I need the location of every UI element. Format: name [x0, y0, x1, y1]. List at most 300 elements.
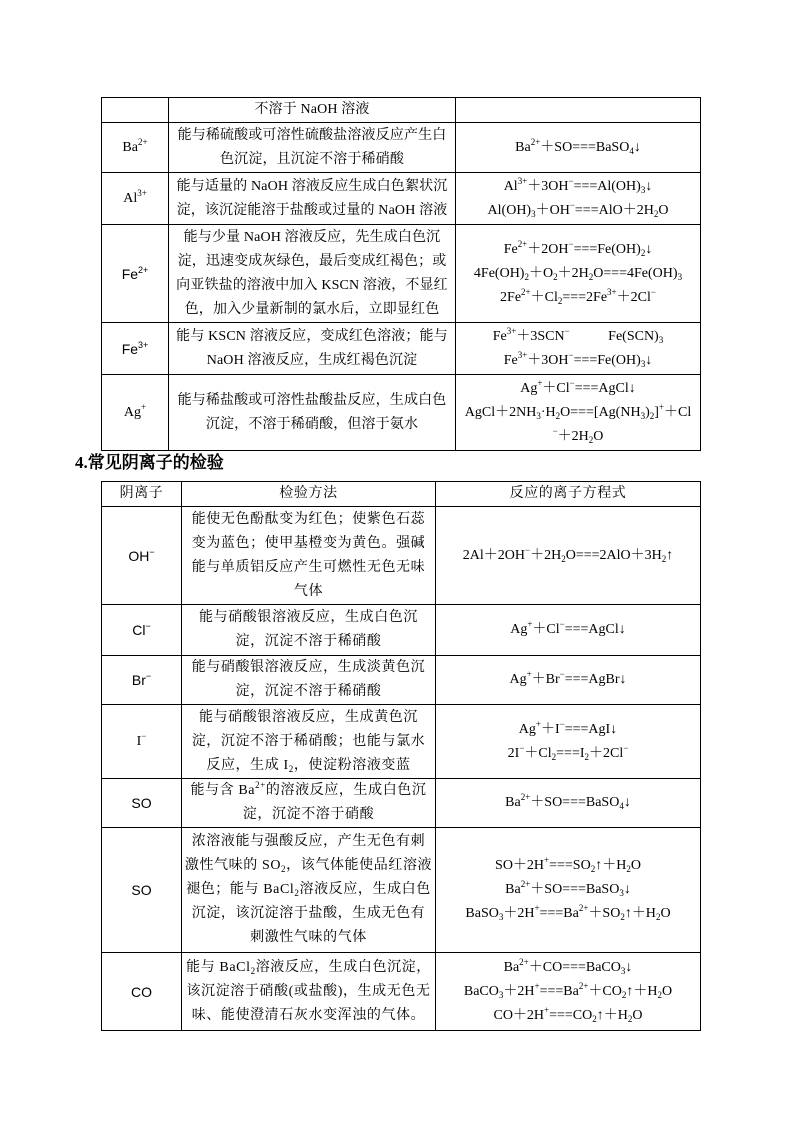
text-run: O	[661, 983, 673, 999]
table-row	[102, 828, 701, 953]
text-run: Ba	[122, 139, 138, 155]
method-line	[184, 606, 433, 630]
ion-cell	[102, 705, 182, 779]
subscript: 4	[619, 801, 624, 811]
text-run: ＋SO	[588, 906, 621, 921]
text-run: 2I	[507, 745, 520, 761]
text-run: SO	[131, 882, 152, 898]
subscript: 3	[498, 989, 504, 1000]
method-line	[171, 389, 453, 413]
header-test-method: 检验方法	[182, 482, 436, 507]
subscript: 4	[629, 145, 634, 156]
method-line	[171, 226, 453, 250]
text-run: 能与 BaCl	[186, 959, 251, 975]
superscript: −	[145, 671, 152, 681]
ion-cell	[102, 507, 182, 605]
superscript: 2+	[520, 879, 531, 889]
header-ionic-equation: 反应的离子方程式	[436, 482, 701, 507]
method-cell	[169, 123, 456, 173]
method-cell	[169, 375, 456, 451]
subscript: 2	[592, 1013, 597, 1024]
cation-table-body	[102, 98, 701, 451]
text-run: Ag	[510, 622, 528, 637]
subscript: 3	[498, 912, 504, 922]
table-row	[102, 779, 701, 828]
subscript: 2	[649, 410, 655, 421]
text-run: O	[660, 906, 671, 921]
subscript: 2	[584, 751, 590, 762]
method-line	[184, 706, 433, 730]
table-row	[102, 507, 701, 605]
text-run: ↑＋H	[626, 983, 658, 999]
superscript: −	[650, 286, 656, 297]
superscript: 3+	[607, 286, 617, 297]
method-cell	[169, 98, 456, 123]
method-line	[184, 830, 433, 854]
text-run: Br	[131, 672, 146, 688]
subscript: 2	[288, 763, 294, 774]
text-run: ===AgCl↓	[564, 622, 626, 637]
ion-cell	[102, 605, 182, 656]
subscript: 2	[555, 410, 561, 421]
text-run: 2Fe	[500, 289, 522, 305]
method-line	[184, 630, 433, 654]
superscript: −	[564, 325, 570, 336]
text-run: ↓	[633, 139, 641, 155]
subscript: 2	[657, 989, 662, 1000]
text-run: ＋3OH	[527, 352, 569, 368]
ion-label	[104, 401, 166, 425]
text-run: 2Al＋2OH	[462, 547, 525, 563]
superscript: −	[568, 349, 574, 360]
text-run: 4Fe(OH)	[473, 265, 525, 281]
equation-cell	[456, 173, 701, 225]
text-run: ＋Cl	[530, 289, 558, 305]
ion-label	[104, 668, 179, 692]
method-line	[171, 124, 453, 148]
method-line	[184, 803, 433, 827]
text-run: 变为蓝色；使甲基橙变为黄色。强碱	[191, 535, 426, 551]
text-run: 淀，沉淀不溶于稀硝酸；也能与氯水	[191, 733, 426, 749]
text-run: NaOH 溶液反应，生成红褐色沉淀	[206, 352, 418, 368]
subscript: 2	[250, 965, 256, 976]
method-line	[184, 854, 433, 878]
superscript: 3+	[138, 339, 149, 350]
text-run: 淀，沉淀不溶于稀硝酸	[235, 634, 382, 649]
text-run: )	[645, 404, 650, 420]
superscript: 2+	[137, 136, 148, 147]
text-run: ===AgCl↓	[574, 380, 636, 396]
text-run: Ag	[509, 672, 527, 687]
subscript: 2	[561, 553, 566, 564]
text-run: ＋Br	[531, 672, 560, 687]
text-run: 淀，沉淀不溶于稀硝酸	[235, 684, 382, 699]
text-run: CO	[131, 983, 152, 1000]
text-run: 色，加入少量新制的氯水后，立即显红色	[184, 301, 440, 317]
text-run: ＋2H	[557, 428, 589, 444]
equation-line	[458, 262, 698, 286]
superscript: +	[535, 718, 541, 729]
text-run: O===[Ag(NH	[560, 404, 641, 420]
method-cell	[182, 656, 436, 705]
text-run: ＋I	[540, 721, 560, 737]
ion-cell	[102, 779, 182, 828]
subscript: 2	[588, 434, 594, 445]
ion-cell	[102, 123, 169, 173]
superscript: 2+	[517, 238, 528, 249]
text-run: ＋SO===BaSO	[530, 882, 620, 897]
ion-cell	[102, 375, 169, 451]
text-run: ↑	[666, 547, 674, 563]
table-row	[102, 953, 701, 1031]
text-run: ＋Cl	[524, 745, 552, 761]
text-run: 溶液反应，生成白色	[299, 882, 431, 897]
text-run: AgCl＋2NH	[464, 404, 537, 420]
subscript: 3	[620, 965, 626, 976]
table-row	[102, 225, 701, 323]
equation-line	[458, 325, 698, 349]
superscript: −	[141, 730, 147, 741]
subscript: 2	[524, 271, 529, 282]
equation-line	[458, 349, 698, 373]
ion-label	[104, 618, 179, 642]
text-run: 淀，沉淀不溶于硝酸	[242, 807, 375, 822]
table-row	[102, 375, 701, 451]
subscript: 2	[620, 912, 625, 922]
subscript: 3	[536, 410, 541, 421]
text-run: CO＋2H	[493, 1007, 545, 1023]
text-run: O	[593, 428, 604, 444]
text-run: O	[658, 202, 669, 218]
equation-line	[438, 618, 698, 642]
superscript: 2+	[521, 286, 531, 297]
text-run: ＋CO	[588, 983, 622, 999]
method-cell	[169, 225, 456, 323]
text-run: Al(OH)	[487, 202, 532, 218]
text-run: ·H	[540, 404, 556, 420]
text-run: Ag	[520, 380, 538, 396]
subscript: 2	[653, 208, 659, 219]
method-line	[171, 148, 453, 172]
subscript: 2	[588, 271, 594, 282]
ion-cell	[102, 953, 182, 1031]
text-run: 能与硝酸银溶液反应，生成白色沉	[199, 610, 418, 625]
text-run: ↑＋H	[624, 906, 656, 921]
superscript: +	[658, 401, 664, 412]
text-run: 激性气味的 SO	[184, 858, 282, 873]
text-run: ===SO	[549, 858, 591, 873]
text-run: 溶液反应，生成白色沉淀，	[255, 959, 431, 975]
text-run: BaSO	[465, 906, 499, 921]
subscript: 2	[621, 989, 627, 1000]
method-line	[184, 532, 433, 556]
subscript: 3	[531, 208, 536, 219]
equation-cell	[456, 98, 701, 123]
subscript: 2	[551, 751, 557, 762]
ion-cell	[102, 323, 169, 375]
superscript: 2+	[255, 780, 266, 790]
equation-cell	[456, 123, 701, 173]
equation-line	[458, 425, 698, 449]
equation-line	[458, 175, 698, 199]
equation-cell	[436, 953, 701, 1031]
subscript: 2	[640, 247, 646, 258]
ion-label	[104, 878, 179, 902]
subscript: 3	[619, 888, 624, 898]
text-run: ＋2Cl	[589, 745, 624, 761]
text-run: 能与稀盐酸或可溶性盐酸盐反应，生成白色	[177, 392, 447, 408]
text-run: ＋2H	[557, 265, 589, 281]
equation-line	[438, 668, 698, 692]
subscript: 2	[661, 553, 667, 564]
text-run: 不溶于 NaOH 溶液	[254, 102, 370, 117]
superscript: 3+	[506, 325, 517, 336]
superscript: 3+	[517, 175, 528, 186]
ion-label	[104, 337, 166, 361]
text-run: ＋Cl	[532, 622, 560, 637]
equation-cell	[436, 705, 701, 779]
superscript: −	[568, 238, 574, 249]
text-run: 浓溶液能与强酸反应，产生无色有刺	[191, 834, 426, 849]
equation-line	[438, 1004, 698, 1028]
method-line	[184, 556, 433, 580]
text-run: 反应，生成 I	[206, 757, 289, 773]
method-line	[184, 508, 433, 532]
text-run: Fe	[503, 352, 518, 368]
text-run: Ag	[518, 721, 536, 737]
text-run: ＋2Cl	[616, 289, 651, 305]
text-run: Al	[503, 178, 518, 194]
superscript: −	[559, 669, 565, 679]
table-row	[102, 656, 701, 705]
method-line	[184, 580, 433, 604]
superscript: −	[569, 199, 575, 210]
text-run: ＋Cl	[542, 380, 570, 396]
text-run: O===4Fe(OH)	[593, 265, 678, 281]
text-run: 向亚铁盐的溶液中加入 KSCN 溶液，不显红	[176, 277, 448, 293]
ion-label	[104, 980, 179, 1004]
superscript: 2+	[138, 264, 149, 275]
ion-cell	[102, 225, 169, 323]
text-run: ↓	[623, 795, 631, 810]
text-run: 能与含 Ba	[190, 783, 256, 798]
text-run: ＋2H	[503, 906, 535, 921]
method-line	[171, 274, 453, 298]
method-line	[184, 926, 433, 950]
text-run: ＋Cl	[663, 404, 692, 420]
subscript: 2	[655, 912, 661, 922]
ion-label	[104, 136, 166, 160]
equation-line	[458, 286, 698, 310]
text-run: 能与硝酸银溶液反应，生成黄色沉	[199, 709, 418, 725]
superscript: −	[569, 377, 575, 388]
text-run: Fe(SCN)	[569, 328, 659, 344]
superscript: −	[568, 175, 574, 186]
method-cell	[182, 953, 436, 1031]
text-run: ↓	[625, 959, 633, 975]
method-line	[184, 878, 433, 902]
text-run: ===I	[556, 745, 585, 761]
text-run: 能与硝酸银溶液反应，生成淡黄色沉	[191, 660, 426, 675]
equation-cell	[436, 605, 701, 656]
text-run: 的溶液反应，生成白色沉	[265, 783, 427, 798]
ion-label	[104, 262, 166, 286]
superscript: 2+	[520, 792, 531, 802]
text-run: ===Ba	[539, 906, 579, 921]
text-run: Fe	[492, 328, 507, 344]
equation-line	[438, 902, 698, 926]
subscript: 3	[640, 358, 646, 369]
header-anion: 阴离子	[102, 482, 182, 507]
table-row	[102, 323, 701, 375]
text-run: Ba	[505, 882, 521, 897]
equation-line	[438, 854, 698, 878]
equation-line	[438, 742, 698, 766]
subscript: 2	[627, 1013, 633, 1024]
equation-line	[438, 956, 698, 980]
text-run: Ba	[515, 139, 531, 155]
method-line	[171, 413, 453, 437]
text-run: ＋3SCN	[516, 328, 565, 344]
text-run: ＋2OH	[527, 241, 569, 257]
text-run: 刺激性气味的气体	[250, 930, 367, 945]
ion-cell	[102, 98, 169, 123]
text-run: ===AgI↓	[564, 721, 618, 737]
anion-test-table	[101, 481, 701, 1031]
text-run: SO＋2H	[495, 858, 545, 873]
table-row	[102, 705, 701, 779]
ion-cell	[102, 656, 182, 705]
superscript: +	[534, 980, 540, 991]
ion-cell	[102, 173, 169, 225]
text-run: OH	[128, 547, 150, 564]
ion-label	[104, 730, 179, 754]
equation-line	[438, 980, 698, 1004]
text-run: O===2AlO＋3H	[565, 547, 662, 563]
text-run: ↓	[645, 352, 653, 368]
method-cell	[182, 705, 436, 779]
text-run: 气体	[293, 583, 324, 599]
anion-section-heading: 4.常见阴离子的检验	[75, 453, 224, 472]
anion-table-body	[102, 482, 701, 1031]
superscript: 2+	[519, 956, 529, 967]
text-run: ===AlO＋2H	[574, 202, 654, 218]
text-run: ===Fe(OH)	[573, 241, 641, 257]
text-run: Ag	[123, 404, 142, 420]
text-run: ＋SO===BaSO	[530, 795, 620, 810]
method-line	[184, 956, 433, 980]
text-run: ===Al(OH)	[573, 178, 641, 194]
text-run: O	[632, 1007, 643, 1023]
text-run: 味、能使澄清石灰水变浑浊的气体。	[191, 1007, 426, 1023]
superscript: +	[527, 619, 533, 629]
text-run: ，使淀粉溶液变蓝	[293, 757, 411, 773]
method-cell	[169, 323, 456, 375]
equation-line	[458, 377, 698, 401]
superscript: 3+	[517, 349, 528, 360]
text-run: ＋3OH	[527, 178, 569, 194]
superscript: −	[552, 425, 558, 436]
superscript: −	[559, 619, 565, 629]
equation-cell	[436, 828, 701, 953]
text-run: 能与单质铝反应产生可燃性无色无味	[191, 559, 426, 575]
table-row	[102, 605, 701, 656]
equation-line	[458, 401, 698, 425]
text-run: 褪色；能与 BaCl	[186, 882, 295, 897]
equation-cell	[436, 779, 701, 828]
text-run: 色沉淀，且沉淀不溶于稀硝酸	[220, 151, 404, 167]
superscript: +	[537, 377, 543, 388]
method-line	[171, 325, 453, 349]
method-cell	[182, 507, 436, 605]
method-line	[184, 680, 433, 704]
text-run: 淀，该沉淀能溶于盐酸或过量的 NaOH 溶液	[176, 202, 448, 218]
text-run: ===Ba	[539, 983, 579, 999]
superscript: +	[534, 903, 540, 913]
text-run: ＋CO===BaCO	[528, 959, 621, 975]
subscript: 3	[658, 334, 664, 345]
method-line	[184, 779, 433, 803]
superscript: +	[526, 669, 532, 679]
equation-cell	[436, 656, 701, 705]
method-cell	[182, 605, 436, 656]
superscript: −	[525, 544, 531, 555]
equation-line	[458, 238, 698, 262]
subscript: 2	[553, 271, 558, 282]
text-run: O	[630, 858, 641, 873]
superscript: +	[544, 855, 550, 865]
text-run: ===2Fe	[562, 289, 608, 305]
table-row	[102, 98, 701, 123]
text-run: ＋O	[528, 265, 554, 281]
text-run: Ba	[505, 795, 521, 810]
method-line	[171, 98, 453, 122]
method-line	[171, 175, 453, 199]
text-run: Fe	[121, 340, 139, 357]
table-row	[102, 173, 701, 225]
text-run: 该沉淀溶于硝酸(或盐酸)，生成无色无	[186, 983, 431, 999]
ion-cell	[102, 828, 182, 953]
text-run: ＋SO===BaSO	[540, 139, 630, 155]
method-cell	[182, 779, 436, 828]
superscript: +	[141, 401, 147, 412]
equation-cell	[436, 507, 701, 605]
method-line	[184, 656, 433, 680]
method-line	[184, 980, 433, 1004]
text-run: 淀，迅速变成灰绿色，最后变成红褐色；或	[177, 253, 447, 269]
text-run: ↓	[645, 241, 653, 257]
text-run: 沉淀，该沉淀溶于盐酸，生成无色有	[191, 906, 426, 921]
superscript: 2+	[578, 980, 589, 991]
text-run: 能与少量 NaOH 溶液反应，先生成白色沉	[183, 229, 441, 245]
text-run: ＋2H	[503, 983, 535, 999]
superscript: 2+	[530, 136, 541, 147]
equation-cell	[456, 323, 701, 375]
method-line	[171, 349, 453, 373]
superscript: −	[623, 742, 629, 753]
superscript: −	[149, 546, 155, 557]
equation-line	[458, 199, 698, 223]
text-run: 能与 KSCN 溶液反应，变成红色溶液；能与	[176, 328, 448, 344]
superscript: +	[544, 1004, 550, 1015]
method-line	[184, 902, 433, 926]
subscript: 2	[626, 864, 631, 874]
text-run: ↑＋H	[596, 1007, 628, 1023]
text-run: BaCO	[463, 983, 499, 999]
text-run: I	[136, 733, 142, 749]
equation-cell	[456, 375, 701, 451]
text-run: SO	[131, 795, 152, 811]
